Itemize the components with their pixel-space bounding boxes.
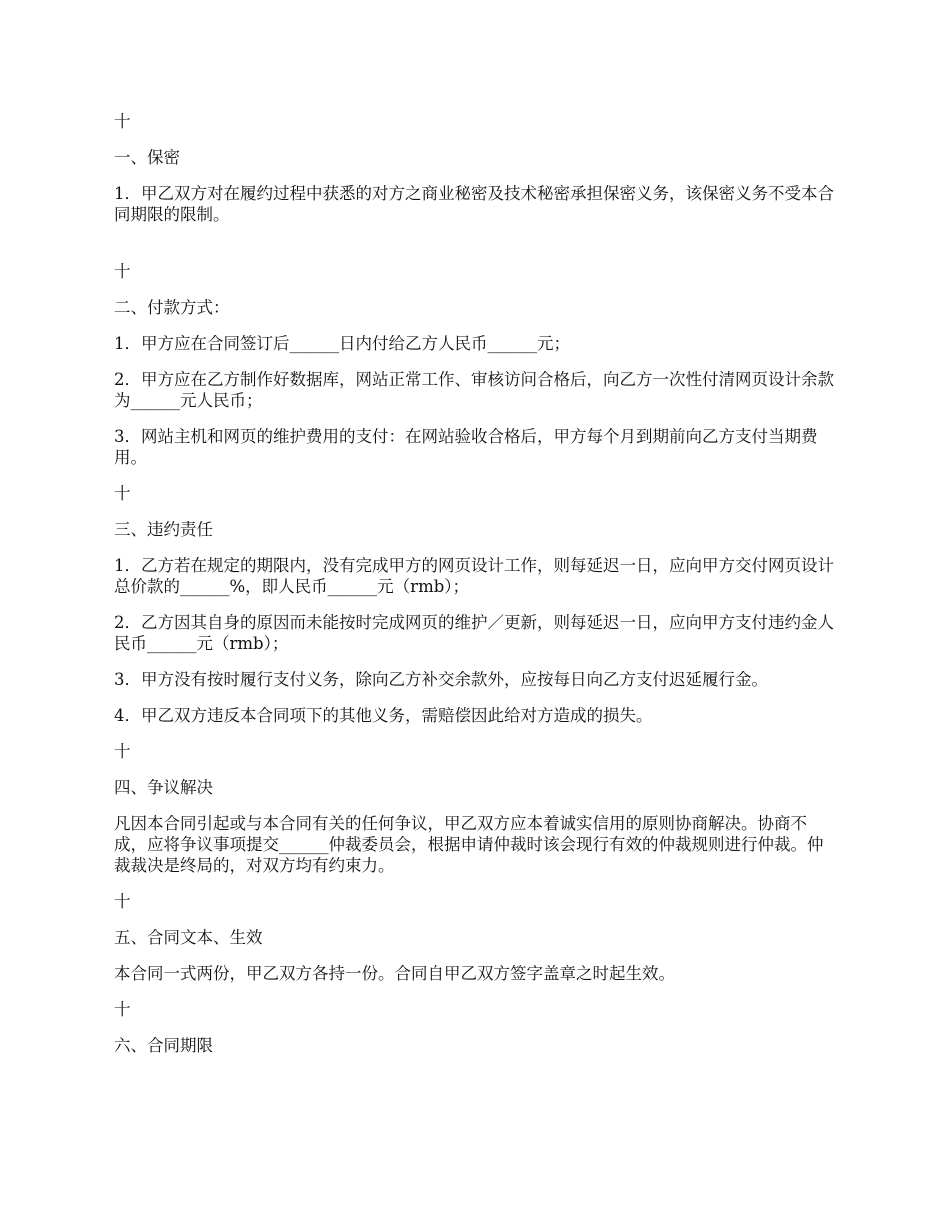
- section-divider-symbol: 十: [114, 262, 131, 281]
- section-heading-effectiveness: 五、合同文本、生效: [114, 928, 263, 947]
- clause-dispute: 凡因本合同引起或与本合同有关的任何争议，甲乙双方应本着诚实信用的原则协商解决。协商不成，应将争议事项提交______仲裁委员会，根据申请仲裁时该会现行有效的仲裁规则进行仲裁。仲裁裁决是终局的，对双方均有约束力。: [114, 814, 824, 875]
- document-body: [114, 111, 836, 1056]
- section-divider-symbol: 十: [114, 892, 131, 911]
- section-divider-symbol: 十: [114, 1000, 131, 1019]
- clause-liability-2: 2．乙方因其自身的原因而未能按时完成网页的维护／更新，则每延迟一日，应向甲方支付违约金人民币______元（rmb）；: [114, 613, 834, 653]
- clause-liability-1: 1．乙方若在规定的期限内，没有完成甲方的网页设计工作，则每延迟一日，应向甲方交付网页设计总价款的______%，即人民币______元（rmb）；: [114, 556, 834, 596]
- section-heading-confidentiality: 一、保密: [114, 148, 180, 167]
- section-heading-liability: 三、违约责任: [114, 520, 213, 539]
- clause-liability-3: 3．甲方没有按时履行支付义务，除向乙方补交余款外，应按每日向乙方支付迟延履行金。: [114, 670, 768, 689]
- clause-confidentiality-1: 1．甲乙双方对在履约过程中获悉的对方之商业秘密及技术秘密承担保密义务，该保密义务不受本合同期限的限制。: [114, 184, 834, 224]
- section-divider-symbol: 十: [114, 484, 131, 503]
- clause-payment-1: 1．甲方应在合同签订后______日内付给乙方人民币______元；: [114, 334, 570, 353]
- clause-payment-2: 2．甲方应在乙方制作好数据库，网站正常工作、审核访问合格后，向乙方一次性付清网页设计余款为______元人民币；: [114, 370, 834, 410]
- section-heading-dispute: 四、争议解决: [114, 778, 213, 797]
- clause-liability-4: 4．甲乙双方违反本合同项下的其他义务，需赔偿因此给对方造成的损失。: [114, 706, 653, 725]
- clause-effectiveness: 本合同一式两份，甲乙双方各持一份。合同自甲乙双方签字盖章之时起生效。: [114, 964, 675, 983]
- section-divider-symbol: 十: [114, 112, 131, 131]
- section-heading-payment: 二、付款方式：: [114, 298, 230, 317]
- section-heading-term: 六、合同期限: [114, 1036, 213, 1055]
- section-divider-symbol: 十: [114, 742, 131, 761]
- clause-payment-3: 3．网站主机和网页的维护费用的支付：在网站验收合格后，甲方每个月到期前向乙方支付当期费用。: [114, 427, 818, 467]
